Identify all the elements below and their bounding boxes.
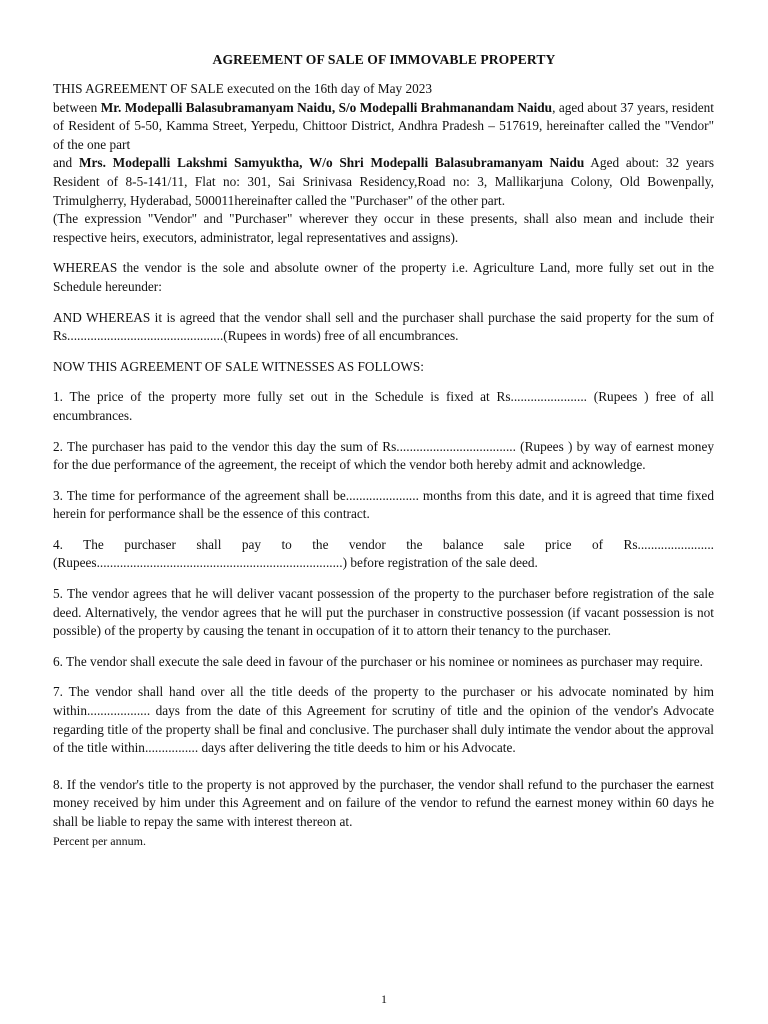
clause-5: 5. The vendor agrees that he will deliver vacant possession of the property to the purchaser before registration of the sale deed. Alternatively, the vendor agrees that he will put the purchaser in constructive possession (if vacant possession is not possible) of the property by causing the tenant in occupation of it to attorn their tenancy to the purchaser.: [53, 586, 714, 639]
intro-line: THIS AGREEMENT OF SALE executed on the 16th day of May 2023: [53, 81, 433, 96]
clause-7: 7. The vendor shall hand over all the title deeds of the property to the purchaser or his advocate nominated by him within................... days from the date of this Agreement for scrutiny of title and the opinion of the vendor's Advocate regarding title of the property shall be final and conclusive. The purchaser shall duly intimate the vendor about the approval of the title within................ days after delivering the title deeds to him or his Advocate.: [53, 684, 714, 756]
expression-paragraph: (The expression "Vendor" and "Purchaser" wherever they occur in these presents, shall also mean and include their respective heirs, executors, administrator, legal representatives and assigns).: [53, 211, 714, 245]
and-prefix: and: [53, 155, 79, 171]
witnesses-heading: NOW THIS AGREEMENT OF SALE WITNESSES AS FOLLOWS:: [53, 358, 424, 374]
vendor-paragraph: [53, 99, 714, 155]
clause-3: 3. The time for performance of the agreement shall be...................... months from this date, and it is agreed that time fixed herein for performance shall be the essence of this contract.: [53, 487, 714, 522]
page-number: 1: [381, 992, 387, 1006]
vendor-name: Mr. Modepalli Balasubramanyam Naidu, S/o Modepalli Brahmanandam Naidu: [100, 99, 553, 115]
document-title: AGREEMENT OF SALE OF IMMOVABLE PROPERTY: [212, 52, 556, 67]
clause-8: 8. If the vendor's title to the property is not approved by the purchaser, the vendor shall refund to the purchaser the earnest money received by him under this Agreement and on failure of the vendor to refund the earnest money within 60 days he shall be liable to repay the same with interest thereon at.: [53, 776, 714, 829]
purchaser-name: Mrs. Modepalli Lakshmi Samyuktha, W/o Shri Modepalli Balasubramanyam Naidu: [78, 155, 585, 171]
clause-8-tail: Percent per annum.: [53, 833, 146, 848]
whereas-paragraph: WHEREAS the vendor is the sole and absolute owner of the property i.e. Agriculture Land, more fully set out in the Schedule hereunder:: [53, 260, 714, 294]
vendor-details: , aged about 37 years, resident of Resident of 5-50, Kamma Street, Yerpedu, Chittoor District, Andhra Pradesh – 517619, hereinafter called the "Vendor" of the one part: [53, 99, 714, 152]
document-body: [53, 80, 714, 850]
clause-1: 1. The price of the property more fully set out in the Schedule is fixed at Rs....................... (Rupees ) free of all encumbrances.: [53, 389, 714, 423]
clause-6: 6. The vendor shall execute the sale deed in favour of the purchaser or his nominee or nominees as purchaser may require.: [53, 653, 703, 669]
purchaser-paragraph: [53, 154, 714, 210]
purchaser-details: Aged about: 32 years Resident of 8-5-141/11, Flat no: 301, Sai Srinivasa Residency,Road no: 3, Mallikarjuna Colony, Old Bowenpally, Trimulgherry, Hyderabad, 500011hereinafter called the "Purchaser" of the other part.: [53, 155, 714, 208]
and-whereas-paragraph: AND WHEREAS it is agreed that the vendor shall sell and the purchaser shall purchase the said property for the sum of Rs...............................................(Rupees in words) free of all encumbrances.: [53, 309, 714, 344]
clause-4: 4. The purchaser shall pay to the vendor the balance sale price of Rs....................... (Rupees..........................................................................) before registration of the sale deed.: [53, 536, 714, 571]
clause-2: 2. The purchaser has paid to the vendor this day the sum of Rs.................................... (Rupees ) by way of earnest money for the due performance of the agreement, the receipt of which the vendor both hereby admit and acknowledge.: [53, 438, 714, 473]
between-prefix: between: [53, 99, 101, 115]
